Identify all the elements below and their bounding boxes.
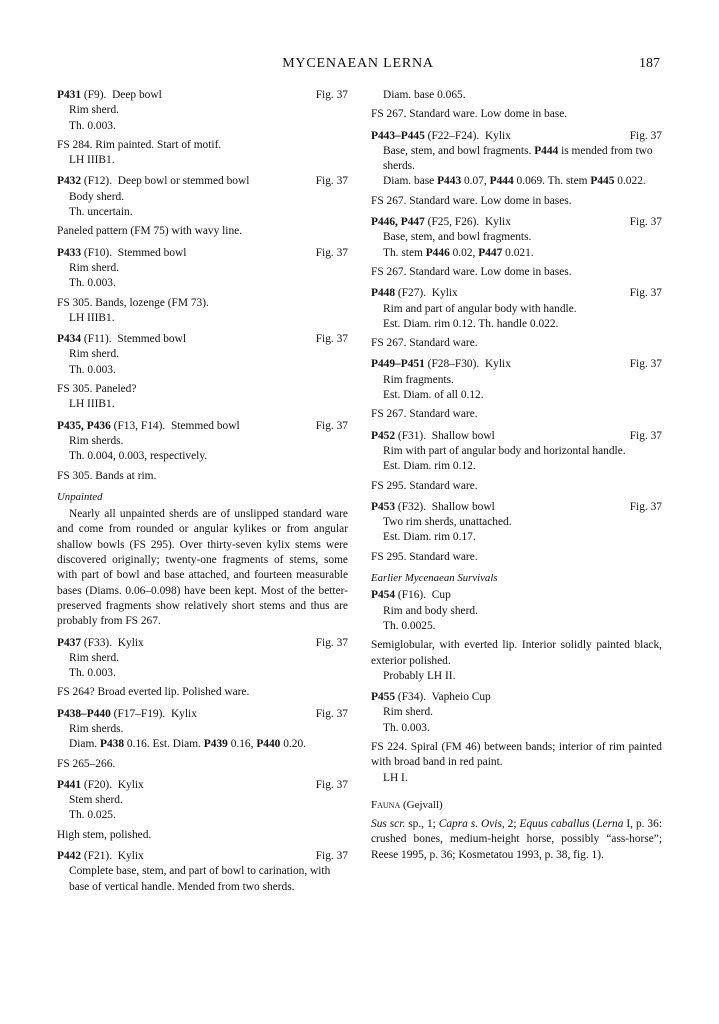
entry-id: P443–P445 <box>371 129 425 142</box>
entry-title: Kylix <box>484 358 511 371</box>
catalog-entry-p449 <box>371 357 662 422</box>
entry-line: Rim fragments. <box>383 373 454 386</box>
catalog-entry-p448 <box>371 286 662 351</box>
entry-title: Stemmed bowl <box>170 419 240 432</box>
entry-field-no: (F10). <box>83 246 113 259</box>
left-column <box>57 88 348 901</box>
entry-field-no: (F33). <box>83 636 113 649</box>
catalog-entry-p455 <box>371 690 662 786</box>
entry-heading <box>371 500 662 515</box>
entry-note: Semiglobular, with everted lip. Interior solidly painted black, exterior polished. <box>371 639 662 667</box>
entry-title: Kylix <box>431 287 458 300</box>
entry-line: Est. Diam. of all 0.12. <box>383 389 484 402</box>
entry-field-no: (F25, F26). <box>427 216 480 229</box>
entry-line: Diam. base 0.065. <box>383 89 466 101</box>
entry-line: Complete base, stem, and part of bowl to carination, with base of vertical handle. Mended from two sherds. <box>69 865 331 893</box>
text-run: Lerna <box>596 818 624 831</box>
entry-heading <box>371 690 662 705</box>
entry-title: Cup <box>431 589 451 602</box>
figure-ref: Fig. 37 <box>629 129 662 142</box>
entry-line: Th. 0.004, 0.003, respectively. <box>69 450 208 463</box>
entry-line: Th. 0.025. <box>69 809 116 822</box>
entry-id: P452 <box>371 429 396 442</box>
entry-heading <box>371 129 662 144</box>
figure-ref: Fig. 37 <box>315 636 348 649</box>
entry-note: FS 267. Standard ware. <box>371 337 478 350</box>
entry-heading <box>57 636 348 651</box>
entry-line <box>57 737 348 752</box>
entry-id: P432 <box>57 175 82 188</box>
catalog-entry-p452 <box>371 429 662 494</box>
text-run: is mended from two sherds. <box>383 144 653 173</box>
entry-ref: P447 <box>478 246 503 259</box>
page-header <box>56 56 660 76</box>
entry-note: FS 224. Spiral (FM 46) between bands; interior of rim painted with broad band in red paint. <box>371 740 662 769</box>
entry-line: Est. Diam. rim 0.12. <box>383 460 476 473</box>
text-run: Base, stem, and bowl fragments. <box>383 144 535 157</box>
figure-ref: Fig. 37 <box>315 333 348 346</box>
entry-line: Two rim sherds, unattached. <box>383 516 512 529</box>
entry-field-no: (F32). <box>397 500 427 513</box>
figure-ref: Fig. 37 <box>315 419 348 432</box>
catalog-entry-p446 <box>371 215 662 280</box>
catalog-entry-p441 <box>57 778 348 843</box>
entry-heading <box>371 357 662 372</box>
entry-field-no: (F31). <box>397 429 427 442</box>
text-run: Capra s. Ovis, <box>438 818 505 831</box>
section-title-earlier-survivals: Earlier Mycenaean Survivals <box>371 572 498 585</box>
entry-heading <box>371 215 662 230</box>
entry-id: P446, P447 <box>371 216 425 229</box>
entry-field-no: (F16). <box>397 589 427 602</box>
entry-title: Deep bowl or stemmed bowl <box>117 175 250 188</box>
figure-ref: Fig. 37 <box>315 778 348 791</box>
entry-id: P435, P436 <box>57 419 111 432</box>
figure-ref: Fig. 37 <box>315 707 348 720</box>
entry-title: Kylix <box>117 636 144 649</box>
entry-ref: P438 <box>100 738 125 751</box>
fauna-paragraph <box>371 817 662 863</box>
entry-title: Kylix <box>117 850 144 863</box>
entry-line <box>371 246 662 261</box>
entry-note: FS 267. Standard ware. Low dome in bases. <box>371 265 572 278</box>
entry-ref: P444 <box>534 144 559 157</box>
entry-heading <box>57 778 348 793</box>
entry-line: Th. uncertain. <box>69 206 133 219</box>
text-run: 0.07, <box>461 175 490 188</box>
entry-id: P434 <box>57 333 82 346</box>
entry-line: Stem sherd. <box>69 794 123 807</box>
entry-line: Rim sherd. <box>69 651 119 664</box>
entry-heading <box>57 246 348 261</box>
entry-id: P441 <box>57 778 82 791</box>
text-run: 0.20. <box>280 738 307 751</box>
entry-field-no: (F34). <box>397 691 427 704</box>
entry-line: Th. 0.003. <box>69 363 116 376</box>
entry-note: FS 267. Standard ware. Low dome in bases. <box>371 194 572 207</box>
catalog-entry-p433 <box>57 246 348 326</box>
entry-line: Th. 0.003. <box>69 119 116 132</box>
text-run: Sus scr. <box>371 818 406 831</box>
entry-field-no: (F22–F24). <box>427 129 480 142</box>
entry-heading <box>57 174 348 189</box>
entry-field-no: (F9). <box>83 89 107 101</box>
fauna-heading: Fauna <box>371 798 401 811</box>
catalog-entry-p434 <box>57 332 348 412</box>
entry-field-no: (F12). <box>83 175 113 188</box>
figure-ref: Fig. 37 <box>315 246 348 259</box>
entry-line: Rim with part of angular body and horizontal handle. <box>383 444 626 457</box>
text-run: 0.16. Est. Diam. <box>124 738 204 751</box>
catalog-entry-p435 <box>57 419 348 484</box>
figure-ref: Fig. 37 <box>629 500 662 513</box>
entry-ref: P444 <box>489 175 514 188</box>
entry-field-no: (F28–F30). <box>427 358 480 371</box>
entry-line: Body sherd. <box>69 190 125 203</box>
entry-line: Rim sherds. <box>69 722 124 735</box>
entry-field-no: (F11). <box>83 333 112 346</box>
figure-ref: Fig. 37 <box>315 850 348 863</box>
section-title-fauna <box>371 798 662 813</box>
entry-title: Shallow bowl <box>431 500 495 513</box>
entry-line: Rim and body sherd. <box>383 604 478 617</box>
catalog-entry-p438 <box>57 707 348 772</box>
right-column <box>371 88 662 863</box>
text-run: 0.022. <box>614 175 646 188</box>
figure-ref: Fig. 37 <box>315 175 348 188</box>
entry-field-no: (F27). <box>397 287 427 300</box>
entry-id: P453 <box>371 500 396 513</box>
entry-id: P454 <box>371 589 396 602</box>
entry-ref: P446 <box>425 246 450 259</box>
text-run: ( <box>589 818 597 831</box>
entry-note: FS 284. Rim painted. Start of motif. <box>57 138 222 151</box>
entry-title: Deep bowl <box>112 89 162 101</box>
entry-title: Kylix <box>117 778 144 791</box>
text-run: Diam. base <box>383 175 438 188</box>
catalog-entry-p442 <box>57 849 348 895</box>
entry-title: Stemmed bowl <box>117 333 187 346</box>
entry-id: P431 <box>57 89 82 101</box>
text-run: 0.16, <box>227 738 257 751</box>
entry-note: High stem, polished. <box>57 828 152 841</box>
catalog-entry-p437 <box>57 636 348 701</box>
entry-note: FS 265–266. <box>57 757 116 770</box>
entry-heading <box>371 429 662 444</box>
entry-id: P449–P451 <box>371 358 425 371</box>
catalog-entry-p442-continued <box>371 88 662 123</box>
entry-line: Th. 0.003. <box>69 277 116 290</box>
entry-field-no: (F17–F19). <box>113 707 166 720</box>
figure-ref: Fig. 37 <box>629 287 662 300</box>
entry-ref: P443 <box>437 175 462 188</box>
entry-line: Rim sherd. <box>69 261 119 274</box>
figure-ref: Fig. 37 <box>315 89 348 101</box>
entry-field-no: (F21). <box>83 850 113 863</box>
entry-title: Kylix <box>484 216 511 229</box>
entry-id: P433 <box>57 246 82 259</box>
entry-title: Stemmed bowl <box>117 246 187 259</box>
entry-ref: P445 <box>590 175 615 188</box>
entry-id: P448 <box>371 287 396 300</box>
entry-date: LH IIIB1. <box>69 154 115 167</box>
catalog-entry-p432 <box>57 174 348 239</box>
entry-ref: P440 <box>256 738 281 751</box>
entry-line: Est. Diam. rim 0.17. <box>383 531 476 544</box>
catalog-entry-p431 <box>57 88 348 168</box>
entry-heading <box>371 286 662 301</box>
entry-line: Base, stem, and bowl fragments. <box>383 231 532 244</box>
entry-note: FS 305. Paneled? <box>57 383 137 396</box>
entry-id: P437 <box>57 636 82 649</box>
entry-ref: P439 <box>203 738 228 751</box>
entry-date: LH I. <box>383 771 408 784</box>
entry-line: Th. 0.0025. <box>383 619 436 632</box>
entry-line: Rim sherd. <box>383 706 433 719</box>
text-run: 0.069. Th. stem <box>513 175 591 188</box>
entry-line: Rim sherd. <box>69 348 119 361</box>
entry-heading <box>57 707 348 722</box>
entry-date: Probably LH II. <box>383 669 456 682</box>
figure-ref: Fig. 37 <box>629 216 662 229</box>
entry-note: FS 267. Standard ware. <box>371 408 478 421</box>
figure-ref: Fig. 37 <box>629 429 662 442</box>
entry-line: Th. 0.003. <box>383 721 430 734</box>
entry-id: P442 <box>57 850 82 863</box>
entry-note: FS 267. Standard ware. Low dome in base. <box>371 108 568 121</box>
text-run: sp., 1; <box>405 818 439 831</box>
entry-line: Est. Diam. rim 0.12. Th. handle 0.022. <box>383 317 559 330</box>
fauna-author: (Gejvall) <box>400 798 443 811</box>
entry-field-no: (F13, F14). <box>113 419 166 432</box>
text-run: Th. stem <box>383 246 426 259</box>
entry-id: P455 <box>371 691 396 704</box>
text-run: I, p. 36: crushed bones, medium-height horse, possibly “ass-horse”; Reese 1995, p. 36; Kosmetatou 1993, p. 38, fig. 1). <box>371 818 662 861</box>
entry-note: FS 264? Broad everted lip. Polished ware. <box>57 686 250 699</box>
catalog-entry-p443 <box>371 129 662 209</box>
entry-line: Rim sherd. <box>69 104 119 117</box>
text-run: Diam. <box>69 738 101 751</box>
entry-line: Rim and part of angular body with handle. <box>383 302 577 315</box>
section-title-unpainted: Unpainted <box>57 490 103 503</box>
text-run: 2; <box>504 818 520 831</box>
entry-field-no: (F20). <box>83 778 113 791</box>
running-title: MYCENAEAN LERNA <box>282 56 434 71</box>
entry-title: Vapheio Cup <box>431 691 491 704</box>
entry-heading <box>57 849 348 864</box>
page-number: 187 <box>639 56 660 71</box>
entry-note: FS 295. Standard ware. <box>371 479 478 492</box>
catalog-entry-p454 <box>371 588 662 684</box>
text-run: 0.021. <box>502 246 534 259</box>
text-run: Equus caballus <box>519 818 590 831</box>
catalog-entry-p453 <box>371 500 662 565</box>
entry-line: Th. 0.003. <box>69 667 116 680</box>
entry-heading <box>57 419 348 434</box>
entry-heading <box>57 88 348 103</box>
entry-id: P438–P440 <box>57 707 111 720</box>
entry-line <box>371 144 662 175</box>
text-run: 0.02, <box>449 246 479 259</box>
figure-ref: Fig. 37 <box>629 358 662 371</box>
entry-line: Rim sherds. <box>69 434 124 447</box>
entry-heading <box>371 588 662 603</box>
entry-date: LH IIIB1. <box>69 398 115 411</box>
entry-date: LH IIIB1. <box>69 311 115 324</box>
entry-note: Paneled pattern (FM 75) with wavy line. <box>57 225 243 238</box>
entry-heading <box>57 332 348 347</box>
entry-title: Kylix <box>484 129 511 142</box>
entry-note: FS 305. Bands, lozenge (FM 73). <box>57 296 209 309</box>
entry-note: FS 295. Standard ware. <box>371 550 478 563</box>
entry-note: FS 305. Bands at rim. <box>57 469 157 482</box>
entry-title: Kylix <box>170 707 197 720</box>
entry-title: Shallow bowl <box>431 429 495 442</box>
entry-line <box>371 174 662 189</box>
unpainted-paragraph: Nearly all unpainted sherds are of unslipped standard ware and come from rounded or angular kylikes or from angular shallow bowls (FS 295). Over thirty-seven kylix stems were discovered originally; twenty-one fragments of stems, some with part of bowl and base attached, and fourteen measurable bases (Diams. 0.06–0.098) have been kept. Most of the better-preserved fragments show relatively short stems and thus are probably from FS 267. <box>57 508 348 628</box>
